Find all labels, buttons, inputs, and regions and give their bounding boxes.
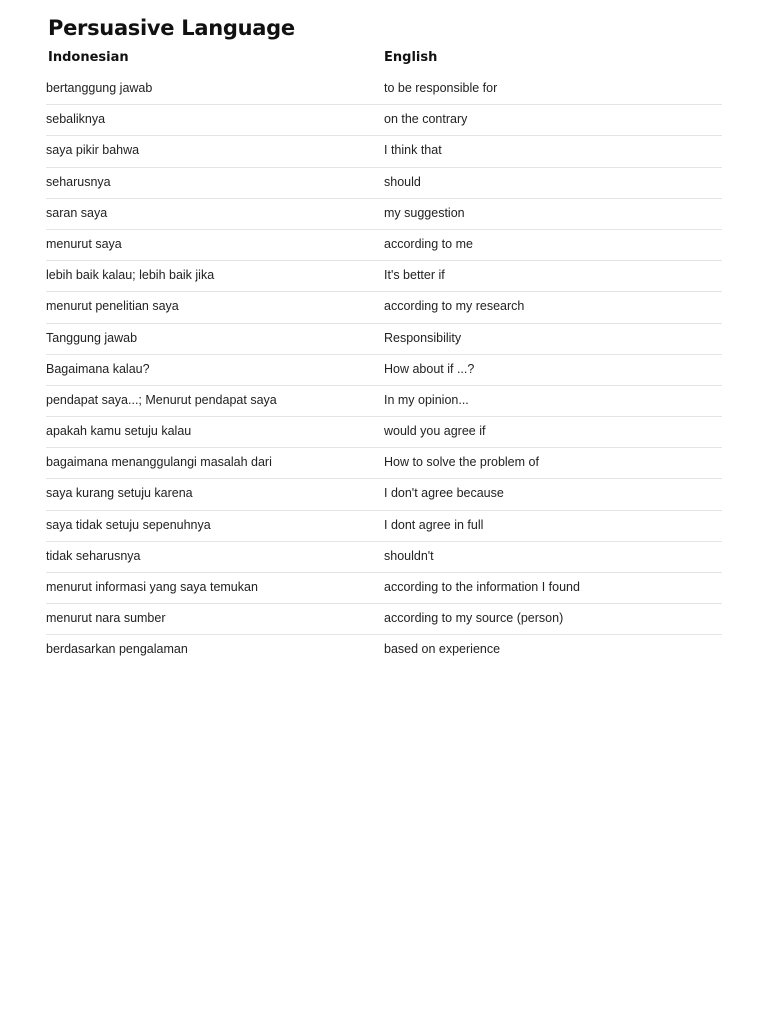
table-row xyxy=(46,136,722,167)
indonesian-term: sebaliknya xyxy=(46,112,106,127)
indonesian-term: tidak seharusnya xyxy=(46,548,141,563)
indonesian-term: Tanggung jawab xyxy=(46,330,138,345)
indonesian-term: bertanggung jawab xyxy=(46,81,153,95)
column-header-indonesian: Indonesian xyxy=(48,50,129,65)
column-header-english: English xyxy=(384,50,438,65)
indonesian-term: lebih baik kalau; lebih baik jika xyxy=(46,268,215,283)
table-row xyxy=(46,386,722,417)
indonesian-term: menurut saya xyxy=(46,236,122,251)
english-term: It's better if xyxy=(384,268,445,283)
indonesian-term: seharusnya xyxy=(46,174,111,189)
indonesian-term: menurut nara sumber xyxy=(46,611,166,626)
table-row xyxy=(46,542,722,573)
english-term: according to me xyxy=(384,236,473,251)
indonesian-term: menurut penelitian saya xyxy=(46,299,179,314)
indonesian-term: saran saya xyxy=(46,205,108,220)
table-row xyxy=(46,168,722,199)
table-header xyxy=(47,50,722,68)
english-term: I don't agree because xyxy=(384,486,504,501)
english-term: according to my research xyxy=(384,299,525,314)
english-term: How to solve the problem of xyxy=(384,455,539,470)
english-term: would you agree if xyxy=(384,424,486,439)
english-term: to be responsible for xyxy=(384,81,498,95)
indonesian-term: Bagaimana kalau? xyxy=(46,361,150,376)
page-title: Persuasive Language xyxy=(48,16,295,40)
indonesian-term: saya pikir bahwa xyxy=(46,143,140,158)
english-term: How about if ...? xyxy=(384,361,475,376)
table-row xyxy=(46,292,722,323)
table-row xyxy=(46,261,722,292)
indonesian-term: saya tidak setuju sepenuhnya xyxy=(46,517,211,532)
table-row xyxy=(46,355,722,386)
table-row xyxy=(46,511,722,542)
table-row xyxy=(46,230,722,261)
table-row xyxy=(46,604,722,635)
english-term: according to my source (person) xyxy=(384,611,564,626)
english-term: Responsibility xyxy=(384,330,462,345)
english-term: should xyxy=(384,174,421,189)
table-row xyxy=(46,324,722,355)
table-row xyxy=(46,573,722,604)
vocabulary-table xyxy=(46,74,722,666)
english-term: according to the information I found xyxy=(384,580,580,594)
table-row xyxy=(46,105,722,136)
indonesian-term: apakah kamu setuju kalau xyxy=(46,424,192,439)
indonesian-term: saya kurang setuju karena xyxy=(46,486,193,501)
english-term: my suggestion xyxy=(384,205,465,220)
table-row xyxy=(46,635,722,665)
table-row xyxy=(46,448,722,479)
english-term: on the contrary xyxy=(384,112,468,127)
indonesian-term: bagaimana menanggulangi masalah dari xyxy=(46,455,272,470)
english-term: I dont agree in full xyxy=(384,517,484,532)
english-term: shouldn't xyxy=(384,548,434,563)
english-term: based on experience xyxy=(384,642,501,657)
table-row xyxy=(46,417,722,448)
table-row xyxy=(46,199,722,230)
english-term: I think that xyxy=(384,143,442,158)
english-term: In my opinion... xyxy=(384,392,469,407)
indonesian-term: menurut informasi yang saya temukan xyxy=(46,580,258,594)
indonesian-term: pendapat saya...; Menurut pendapat saya xyxy=(46,392,277,407)
table-row xyxy=(46,479,722,510)
indonesian-term: berdasarkan pengalaman xyxy=(46,642,188,657)
table-row xyxy=(46,74,722,105)
